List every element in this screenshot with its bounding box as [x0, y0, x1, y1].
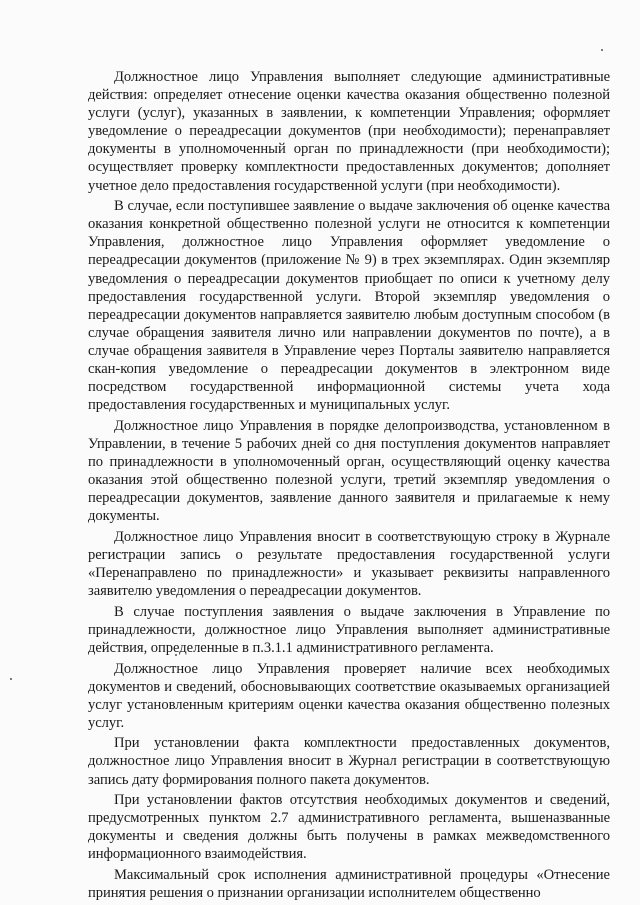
paragraph: В случае, если поступившее заявление о выдаче заключения об оценке качества оказания конкретной общественно полезной услуги не относится к компетенции Управления, должностное лицо Управления оформляет уведомление о переадресации документов (приложение № 9) в трех экземплярах. Один экземпляр уведомления о переадресации документов приобщает по описи к учетному делу предоставления государственной услуги. Второй экземпляр уведомления о переадресации документов направляется заявителю любым доступным способом (в случае обращения заявителя лично или направлении документов по почте), а в случае обращения заявителя в Управление через Порталы заявителю направляется скан-копия уведомление о переадресации документов в электронном виде посредством государственной информационной системы учета хода предоставления государственных и муниципальных услуг. [88, 198, 610, 414]
paragraph: Максимальный срок исполнения административной процедуры «Отнесение принятия решения о признании организации исполнителем общественно [88, 867, 610, 902]
paragraph: Должностное лицо Управления в порядке делопроизводства, установленном в Управлении, в течение 5 рабочих дней со дня поступления документов направляет по принадлежности в уполномоченный орган, осуществляющий оценку качества оказания этой общественно полезной услуги, третий экземпляр уведомления о переадресации документов, заявление данного заявителя и прилагаемые к нему документы. [88, 417, 610, 525]
document-body [88, 68, 610, 905]
paragraph: При установлении факта комплектности предоставленных документов, должностное лицо Управления вносит в Журнал регистрации в соответствующую запись дату формирования полного пакета документов. [88, 735, 610, 788]
paragraph: При установлении фактов отсутствия необходимых документов и сведений, предусмотренных пунктом 2.7 административного регламента, вышеназванные документы и сведения должны быть получены в рамках межведомственного информационного взаимодействия. [88, 792, 610, 863]
scan-speck [10, 678, 12, 680]
paragraph: Должностное лицо Управления выполняет следующие административные действия: определяет отнесение оценки качества оказания общественно полезной услуги (услуг), указанных в заявлении, к компетенции Управления; оформляет уведомление о переадресации документов (при необходимости); перенаправляет документы в уполномоченный орган по принадлежности (при необходимости); осуществляет проверку комплектности предоставленных документов; дополняет учетное дело предоставления государственной услуги (при необходимости). [88, 69, 610, 194]
scan-speck [601, 49, 603, 51]
paragraph: В случае поступления заявления о выдаче заключения в Управление по принадлежности, должностное лицо Управления выполняет административные действия, определенные в п.3.1.1 административного регламента. [88, 603, 610, 656]
paragraph: Должностное лицо Управления проверяет наличие всех необходимых документов и сведений, обосновывающих соответствие оказываемых организацией услуг установленным критериям оценки качества оказания общественно полезных услуг. [88, 660, 610, 731]
paragraph: Должностное лицо Управления вносит в соответствующую строку в Журнале регистрации запись о результате предоставления государственной услуги «Перенаправлено по принадлежности» и указывает реквизиты направленного заявителю уведомления о переадресации документов. [88, 528, 610, 600]
